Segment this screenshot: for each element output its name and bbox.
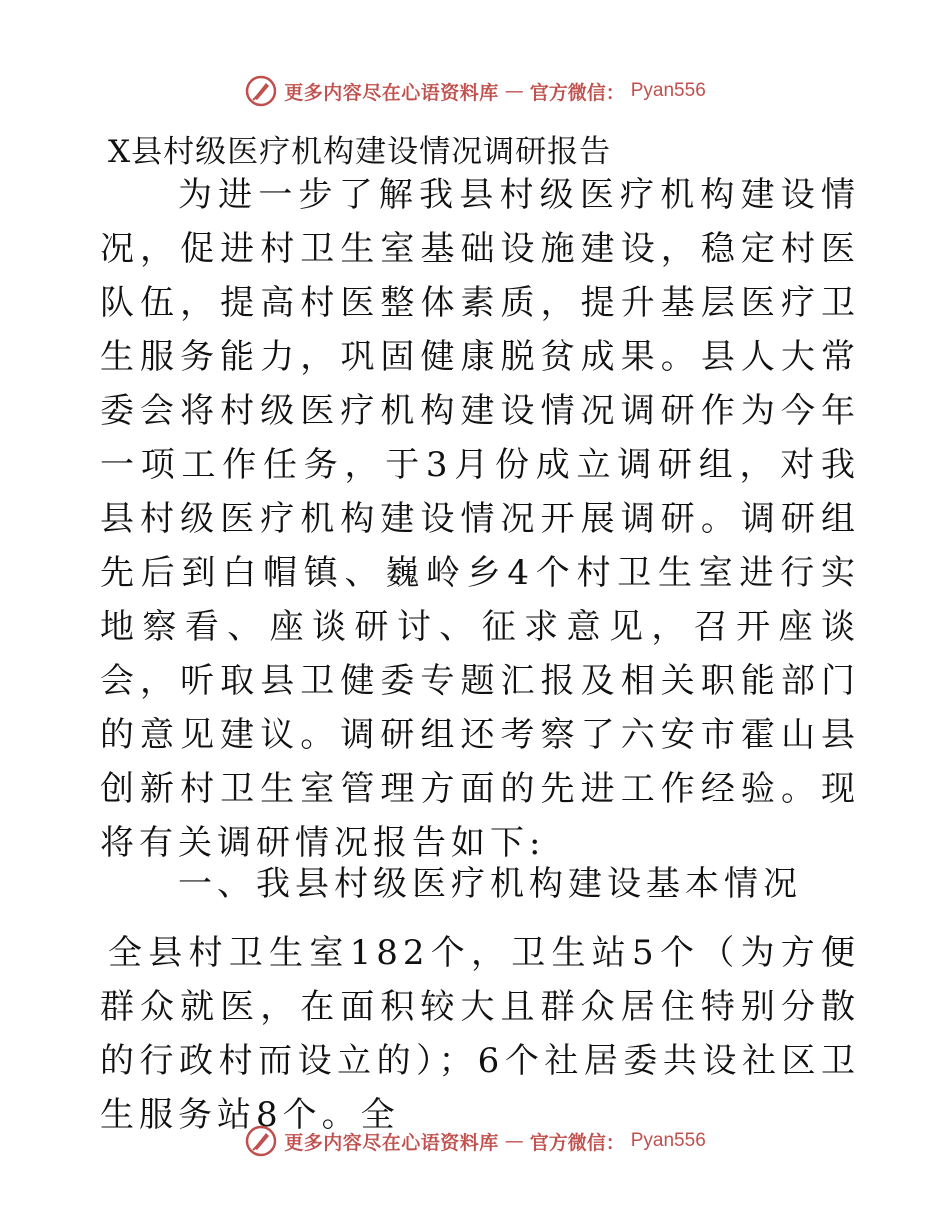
watermark-separator: —: [504, 1130, 524, 1152]
watermark-text: 更多内容尽在心语资料库: [284, 1131, 499, 1154]
quill-pen-logo-icon: [244, 1124, 278, 1158]
document-title: X县村级医疗机构建设情况调研报告: [108, 134, 612, 170]
watermark-separator: —: [504, 80, 524, 102]
section-heading-1: 一、我县村级医疗机构建设基本情况: [178, 864, 802, 904]
watermark-text: 更多内容尽在心语资料库: [284, 81, 499, 104]
watermark-wechat-id: Pyan556: [630, 80, 706, 101]
intro-paragraph: 为进一步了解我县村级医疗机构建设情况，促进村卫生室基础设施建设，稳定村医队伍，提高村医整体素质，提升基层医疗卫生服务能力，巩固健康脱贫成果。县人大常委会将村级医疗机构建设情况调研作为今年一项工作任务，于3月份成立调研组，对我县村级医疗机构建设情况开展调研。调研组先后到白帽镇、巍岭乡4个村卫生室进行实地察看、座谈研讨、征求意见，召开座谈会，听取县卫健委专题汇报及相关职能部门的意见建议。调研组还考察了六安市霍山县创新村卫生室管理方面的先进工作经验。现将有关调研情况报告如下:: [100, 175, 860, 863]
footer-watermark: [0, 1124, 950, 1158]
quill-pen-logo-icon: [244, 74, 278, 108]
header-watermark: [0, 74, 950, 108]
watermark-wechat-id: Pyan556: [630, 1130, 706, 1151]
watermark-official-label: 官方微信：: [529, 81, 625, 104]
section-1-paragraph: 全县村卫生室182个，卫生站5个（为方便群众就医，在面积较大且群众居住特别分散的行政村而设立的）；6个社居委共设社区卫生服务站8个。全: [100, 933, 860, 1135]
watermark-official-label: 官方微信：: [529, 1131, 625, 1154]
